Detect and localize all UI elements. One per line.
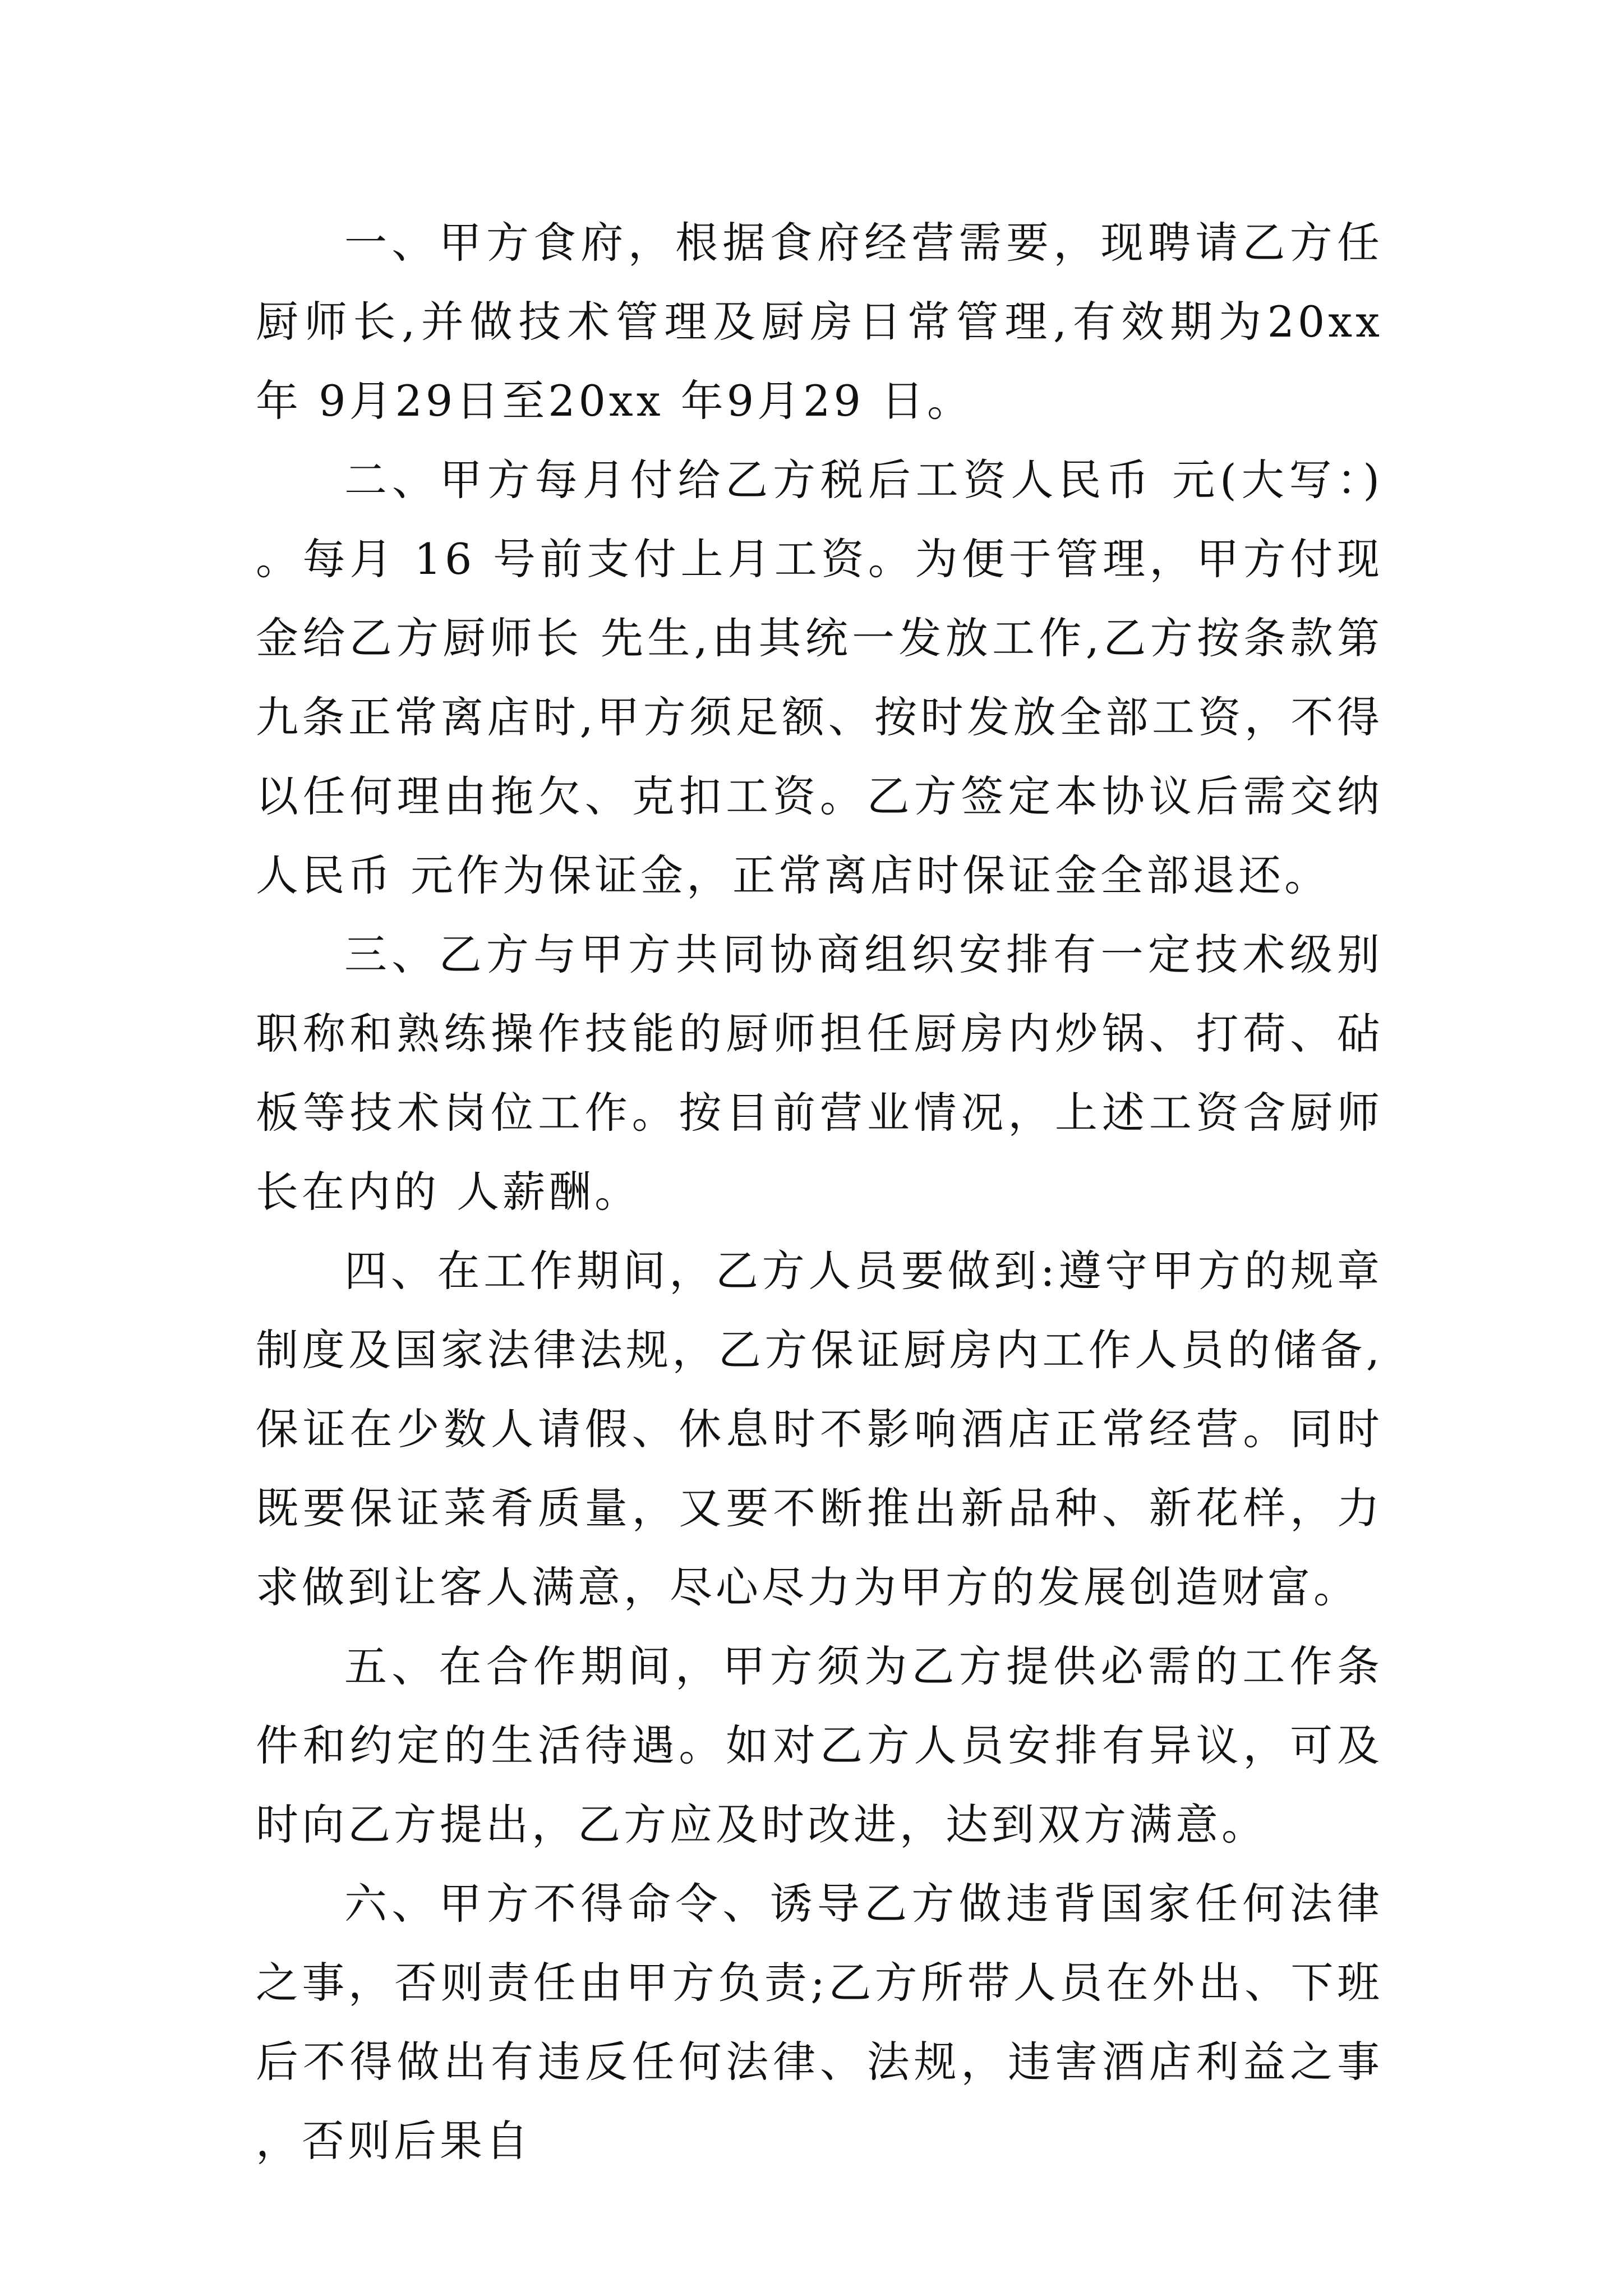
clause-6-paragraph: 六、甲方不得命令、诱导乙方做违背国家任何法律之事，否则责任由甲方负责;乙方所带人员在外出、下班后不得做出有违反任何法律、法规，违害酒店利益之事，否则后果自 bbox=[256, 1879, 1383, 2166]
clause-1-paragraph: 一、甲方食府，根据食府经营需要，现聘请乙方任厨师长,并做技术管理及厨房日常管理,有效期为20xx 年 9月29日至20xx 年9月29 日。 bbox=[256, 218, 1383, 426]
contract-body bbox=[256, 203, 1383, 2180]
clause-2-paragraph: 二、甲方每月付给乙方税后工资人民币 元(大写：) 。每月 16 号前支付上月工资。为便于管理，甲方付现金给乙方厨师长 先生,由其统一发放工作,乙方按条款第九条正常离店时,甲方须足额、按时发放全部工资，不得以任何理由拖欠、克扣工资。乙方签定本协议后需交纳人民币 元作为保证金，正常离店时保证金全部退还。 bbox=[256, 455, 1383, 900]
clause-3-paragraph: 三、乙方与甲方共同协商组织安排有一定技术级别职称和熟练操作技能的厨师担任厨房内炒锅、打荷、砧板等技术岗位工作。按目前营业情况，上述工资含厨师长在内的 人薪酬。 bbox=[256, 930, 1383, 1217]
clause-4-paragraph: 四、在工作期间，乙方人员要做到:遵守甲方的规章制度及国家法律法规，乙方保证厨房内工作人员的储备,保证在少数人请假、休息时不影响酒店正常经营。同时既要保证菜肴质量，又要不断推出新品种、新花样，力求做到让客人满意，尽心尽力为甲方的发展创造财富。 bbox=[256, 1246, 1383, 1612]
clause-5-paragraph: 五、在合作期间，甲方须为乙方提供必需的工作条件和约定的生活待遇。如对乙方人员安排有异议，可及时向乙方提出，乙方应及时改进，达到双方满意。 bbox=[256, 1641, 1383, 1849]
